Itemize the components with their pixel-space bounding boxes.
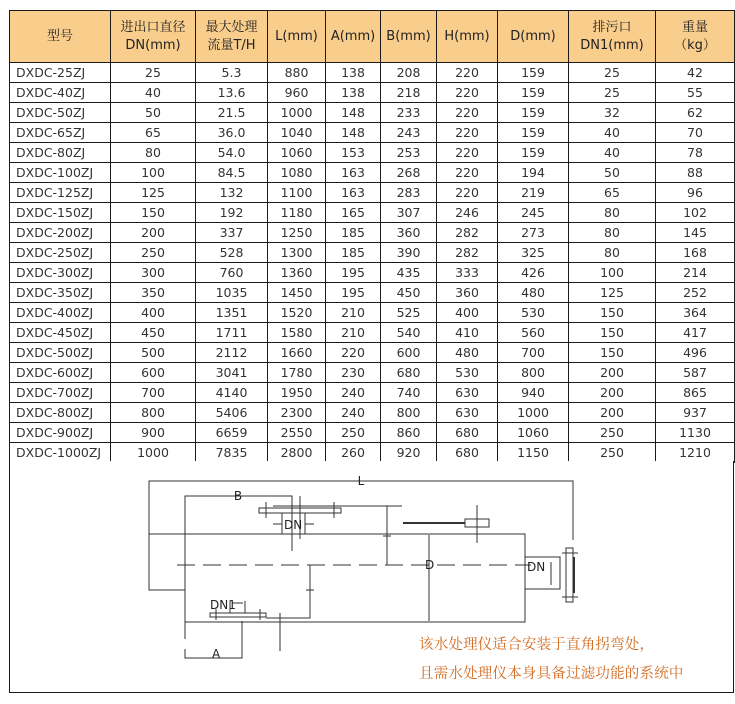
table-row (10, 283, 735, 303)
table-row (10, 183, 735, 203)
table-row (10, 303, 735, 323)
table-cell: 200 (569, 403, 656, 423)
table-cell: 220 (437, 183, 498, 203)
table-cell: 54.0 (196, 143, 268, 163)
table-row (10, 83, 735, 103)
table-cell: 32 (569, 103, 656, 123)
table-cell: 125 (111, 183, 196, 203)
table-cell: 680 (437, 443, 498, 463)
table-cell: 1210 (656, 443, 735, 463)
table-row (10, 123, 735, 143)
table-cell: 410 (437, 323, 498, 343)
table-cell: 282 (437, 243, 498, 263)
table-cell: 220 (437, 63, 498, 83)
table-cell: 600 (111, 363, 196, 383)
table-cell: 148 (326, 103, 381, 123)
table-row (10, 443, 735, 463)
column-header (326, 11, 381, 63)
table-cell: 21.5 (196, 103, 268, 123)
table-cell: 1450 (268, 283, 326, 303)
column-header-line1: A(mm) (330, 28, 376, 44)
table-cell: 250 (326, 423, 381, 443)
table-cell: 283 (381, 183, 437, 203)
table-cell: 195 (326, 283, 381, 303)
table-cell: 1060 (498, 423, 569, 443)
table-cell: 1360 (268, 263, 326, 283)
table-cell: 25 (569, 63, 656, 83)
table-cell: 1950 (268, 383, 326, 403)
table-cell: 1300 (268, 243, 326, 263)
table-cell: 680 (381, 363, 437, 383)
diagram-panel (9, 461, 734, 693)
column-header (569, 11, 656, 63)
table-cell: 150 (569, 343, 656, 363)
table-cell: 168 (656, 243, 735, 263)
table-cell: 159 (498, 103, 569, 123)
table-cell: 243 (381, 123, 437, 143)
table-cell: 480 (498, 283, 569, 303)
table-cell: 55 (656, 83, 735, 103)
table-cell: 80 (569, 243, 656, 263)
column-header-line1: D(mm) (510, 28, 556, 44)
table-row (10, 383, 735, 403)
model-cell: DXDC-400ZJ (10, 303, 111, 323)
table-cell: 200 (569, 363, 656, 383)
model-cell: DXDC-40ZJ (10, 83, 111, 103)
column-header (437, 11, 498, 63)
table-cell: 2800 (268, 443, 326, 463)
table-cell: 159 (498, 83, 569, 103)
table-cell: 153 (326, 143, 381, 163)
table-cell: 360 (437, 283, 498, 303)
model-cell: DXDC-100ZJ (10, 163, 111, 183)
table-cell: 4140 (196, 383, 268, 403)
table-cell: 496 (656, 343, 735, 363)
table-cell: 1100 (268, 183, 326, 203)
table-cell: 273 (498, 223, 569, 243)
table-cell: 260 (326, 443, 381, 463)
table-cell: 307 (381, 203, 437, 223)
table-cell: 1580 (268, 323, 326, 343)
table-cell: 88 (656, 163, 735, 183)
spec-table (9, 10, 735, 463)
table-cell: 1660 (268, 343, 326, 363)
table-cell: 630 (437, 403, 498, 423)
table-cell: 245 (498, 203, 569, 223)
table-cell: 560 (498, 323, 569, 343)
model-cell: DXDC-200ZJ (10, 223, 111, 243)
column-header-line2: 流量T/H (207, 37, 256, 53)
table-header-row (10, 11, 735, 63)
table-cell: 50 (569, 163, 656, 183)
table-cell: 250 (569, 443, 656, 463)
table-cell: 163 (326, 183, 381, 203)
table-cell: 159 (498, 143, 569, 163)
column-header (268, 11, 326, 63)
table-cell: 800 (498, 363, 569, 383)
table-cell: 450 (381, 283, 437, 303)
table-cell: 78 (656, 143, 735, 163)
table-cell: 165 (326, 203, 381, 223)
column-header-line1: 进出口直径 (120, 19, 186, 35)
table-cell: 1035 (196, 283, 268, 303)
table-cell: 65 (111, 123, 196, 143)
table-cell: 40 (569, 123, 656, 143)
table-cell: 1711 (196, 323, 268, 343)
column-header-line1: B(mm) (386, 28, 431, 44)
table-cell: 25 (569, 83, 656, 103)
label-DN-right: DN (527, 560, 546, 574)
table-cell: 102 (656, 203, 735, 223)
table-cell: 1040 (268, 123, 326, 143)
table-cell: 70 (656, 123, 735, 143)
table-cell: 435 (381, 263, 437, 283)
model-cell: DXDC-450ZJ (10, 323, 111, 343)
table-cell: 400 (437, 303, 498, 323)
table-cell: 333 (437, 263, 498, 283)
column-header-line1: 排污口 (592, 19, 632, 35)
table-cell: 96 (656, 183, 735, 203)
table-cell: 210 (326, 303, 381, 323)
table-cell: 860 (381, 423, 437, 443)
column-header-line1: H(mm) (444, 28, 490, 44)
column-header-line2: （kg） (674, 37, 716, 53)
table-row (10, 323, 735, 343)
table-cell: 865 (656, 383, 735, 403)
column-header (196, 11, 268, 63)
table-cell: 700 (111, 383, 196, 403)
table-cell: 250 (111, 243, 196, 263)
table-cell: 192 (196, 203, 268, 223)
table-cell: 700 (498, 343, 569, 363)
table-cell: 2300 (268, 403, 326, 423)
table-cell: 220 (437, 103, 498, 123)
table-cell: 138 (326, 83, 381, 103)
table-cell: 1351 (196, 303, 268, 323)
table-row (10, 103, 735, 123)
column-header-line2: DN1(mm) (580, 37, 644, 53)
table-cell: 210 (326, 323, 381, 343)
table-cell: 138 (326, 63, 381, 83)
table-cell: 80 (569, 203, 656, 223)
table-cell: 200 (111, 223, 196, 243)
label-D: D (425, 558, 435, 572)
table-cell: 2112 (196, 343, 268, 363)
table-cell: 2550 (268, 423, 326, 443)
table-cell: 525 (381, 303, 437, 323)
table-cell: 920 (381, 443, 437, 463)
table-cell: 337 (196, 223, 268, 243)
model-cell: DXDC-65ZJ (10, 123, 111, 143)
table-cell: 200 (569, 383, 656, 403)
table-cell: 530 (498, 303, 569, 323)
table-cell: 250 (569, 423, 656, 443)
table-cell: 252 (656, 283, 735, 303)
table-cell: 1150 (498, 443, 569, 463)
table-cell: 1060 (268, 143, 326, 163)
table-cell: 7835 (196, 443, 268, 463)
column-header-line1: 型号 (46, 28, 73, 44)
table-cell: 125 (569, 283, 656, 303)
table-cell: 630 (437, 383, 498, 403)
model-cell: DXDC-250ZJ (10, 243, 111, 263)
table-cell: 100 (569, 263, 656, 283)
column-header (381, 11, 437, 63)
table-cell: 390 (381, 243, 437, 263)
table-cell: 100 (111, 163, 196, 183)
model-cell: DXDC-600ZJ (10, 363, 111, 383)
table-cell: 40 (569, 143, 656, 163)
table-cell: 246 (437, 203, 498, 223)
table-cell: 760 (196, 263, 268, 283)
table-cell: 300 (111, 263, 196, 283)
table-cell: 540 (381, 323, 437, 343)
table-cell: 3041 (196, 363, 268, 383)
table-cell: 36.0 (196, 123, 268, 143)
table-cell: 900 (111, 423, 196, 443)
model-cell: DXDC-500ZJ (10, 343, 111, 363)
model-cell: DXDC-25ZJ (10, 63, 111, 83)
column-header (498, 11, 569, 63)
label-B: B (233, 489, 243, 503)
label-A: A (212, 647, 221, 661)
column-header-line1: 重量 (681, 19, 708, 35)
table-row (10, 163, 735, 183)
table-cell: 220 (437, 123, 498, 143)
table-row (10, 423, 735, 443)
table-cell: 360 (381, 223, 437, 243)
table-cell: 1180 (268, 203, 326, 223)
table-cell: 80 (111, 143, 196, 163)
table-body (10, 63, 735, 463)
table-cell: 145 (656, 223, 735, 243)
table-cell: 325 (498, 243, 569, 263)
label-DN-top: DN (284, 518, 303, 532)
table-cell: 800 (381, 403, 437, 423)
table-cell: 450 (111, 323, 196, 343)
model-cell: DXDC-150ZJ (10, 203, 111, 223)
table-row (10, 263, 735, 283)
table-cell: 50 (111, 103, 196, 123)
table-cell: 5.3 (196, 63, 268, 83)
table-cell: 880 (268, 63, 326, 83)
table-cell: 150 (111, 203, 196, 223)
table-cell: 148 (326, 123, 381, 143)
table-cell: 1000 (268, 103, 326, 123)
table-cell: 1080 (268, 163, 326, 183)
column-header (111, 11, 196, 63)
model-cell: DXDC-300ZJ (10, 263, 111, 283)
table-cell: 214 (656, 263, 735, 283)
table-cell: 530 (437, 363, 498, 383)
model-cell: DXDC-900ZJ (10, 423, 111, 443)
table-cell: 25 (111, 63, 196, 83)
table-cell: 528 (196, 243, 268, 263)
table-row (10, 363, 735, 383)
table-cell: 350 (111, 283, 196, 303)
table-cell: 219 (498, 183, 569, 203)
model-cell: DXDC-700ZJ (10, 383, 111, 403)
column-header (10, 11, 111, 63)
table-row (10, 143, 735, 163)
table-cell: 940 (498, 383, 569, 403)
table-cell: 800 (111, 403, 196, 423)
table-cell: 159 (498, 123, 569, 143)
label-DN1: DN1 (210, 598, 236, 612)
table-cell: 163 (326, 163, 381, 183)
table-cell: 587 (656, 363, 735, 383)
table-cell: 194 (498, 163, 569, 183)
table-cell: 195 (326, 263, 381, 283)
table-cell: 132 (196, 183, 268, 203)
table-cell: 62 (656, 103, 735, 123)
table-cell: 1000 (498, 403, 569, 423)
table-cell: 240 (326, 383, 381, 403)
table-cell: 6659 (196, 423, 268, 443)
table-cell: 220 (437, 143, 498, 163)
table-cell: 220 (437, 163, 498, 183)
table-row (10, 63, 735, 83)
model-cell: DXDC-350ZJ (10, 283, 111, 303)
table-cell: 1520 (268, 303, 326, 323)
model-cell: DXDC-1000ZJ (10, 443, 111, 463)
table-cell: 400 (111, 303, 196, 323)
table-cell: 80 (569, 223, 656, 243)
table-cell: 426 (498, 263, 569, 283)
table-row (10, 243, 735, 263)
column-header-line1: L(mm) (275, 28, 318, 44)
table-cell: 480 (437, 343, 498, 363)
table-cell: 40 (111, 83, 196, 103)
table-row (10, 343, 735, 363)
model-cell: DXDC-800ZJ (10, 403, 111, 423)
table-cell: 1000 (111, 443, 196, 463)
column-header-line2: DN(mm) (125, 37, 181, 53)
table-cell: 740 (381, 383, 437, 403)
table-cell: 13.6 (196, 83, 268, 103)
table-row (10, 203, 735, 223)
table-cell: 364 (656, 303, 735, 323)
table-cell: 185 (326, 243, 381, 263)
table-cell: 185 (326, 223, 381, 243)
table-cell: 220 (437, 83, 498, 103)
table-cell: 282 (437, 223, 498, 243)
column-header-line1: 最大处理 (205, 19, 258, 35)
table-cell: 937 (656, 403, 735, 423)
installation-diagram (10, 461, 733, 692)
table-cell: 5406 (196, 403, 268, 423)
label-L: L (357, 474, 365, 488)
table-cell: 1780 (268, 363, 326, 383)
table-cell: 84.5 (196, 163, 268, 183)
table-cell: 150 (569, 303, 656, 323)
table-cell: 240 (326, 403, 381, 423)
table-cell: 42 (656, 63, 735, 83)
model-cell: DXDC-50ZJ (10, 103, 111, 123)
table-cell: 233 (381, 103, 437, 123)
table-cell: 150 (569, 323, 656, 343)
dim-line-L (149, 481, 573, 589)
table-cell: 1250 (268, 223, 326, 243)
table-cell: 218 (381, 83, 437, 103)
table-cell: 960 (268, 83, 326, 103)
table-cell: 500 (111, 343, 196, 363)
table-row (10, 403, 735, 423)
note-line-2: 且需水处理仪本身具备过滤功能的系统中 (419, 666, 684, 682)
table-cell: 230 (326, 363, 381, 383)
table-cell: 600 (381, 343, 437, 363)
table-cell: 159 (498, 63, 569, 83)
model-cell: DXDC-125ZJ (10, 183, 111, 203)
model-cell: DXDC-80ZJ (10, 143, 111, 163)
note-line-1: 该水处理仪适合安装于直角拐弯处， (419, 637, 655, 653)
table-row (10, 223, 735, 243)
table-cell: 65 (569, 183, 656, 203)
table-cell: 1130 (656, 423, 735, 443)
table-cell: 268 (381, 163, 437, 183)
column-header (656, 11, 735, 63)
table-cell: 680 (437, 423, 498, 443)
table-cell: 253 (381, 143, 437, 163)
table-cell: 220 (326, 343, 381, 363)
table-cell: 208 (381, 63, 437, 83)
table-cell: 417 (656, 323, 735, 343)
